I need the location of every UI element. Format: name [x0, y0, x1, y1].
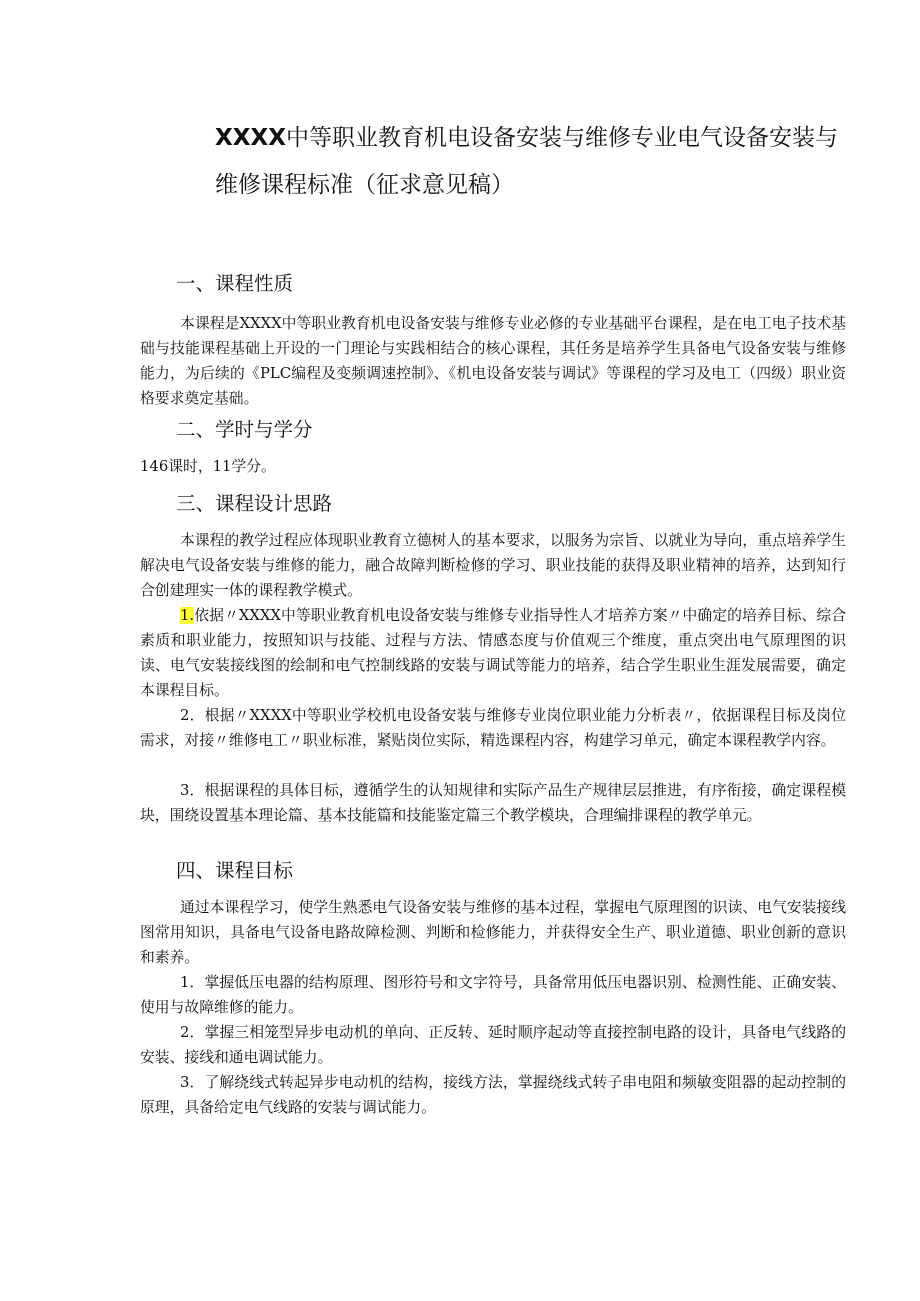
- goals-intro: 通过本课程学习，使学生熟悉电气设备安装与维修的基本过程，掌握电气原理图的识读、电气安装接线图常用知识，具备电气设备电路故障检测、判断和检修能力，并获得安全生产、职业道德、职业创新的意识和素养。: [140, 899, 846, 966]
- design-item-2-text: 2．根据〃XXXX中等职业学校机电设备安装与维修专业岗位职业能力分析表〃，依据课程目标及岗位需求，对接〃维修电工〃职业标准，紧贴岗位实际，精选课程内容，构建学习单元，确定本课程教学内容。: [140, 707, 846, 749]
- hours-paragraph: 146课时，11学分。: [140, 458, 276, 475]
- design-item-3-text: 3．根据课程的具体目标，遵循学生的认知规律和实际产品生产规律层层推进，有序衔接，确定课程模块，围绕设置基本理论篇、基本技能篇和技能鉴定篇三个教学模块，合理编排课程的教学单元。: [140, 782, 846, 824]
- design-intro: 本课程的教学过程应体现职业教育立德树人的基本要求，以服务为宗旨、以就业为导向，重点培养学生解决电气设备安装与维修的能力，融合故障判断检修的学习、职业技能的获得及职业精神的培养，达到知行合创建理实一体的课程教学模式。: [140, 532, 846, 599]
- goals-intro-paragraph: [140, 895, 846, 970]
- section-heading-goals: 四、课程目标: [176, 859, 294, 882]
- design-intro-paragraph: [140, 528, 846, 603]
- document-title: [215, 115, 855, 209]
- title-rest: 中等职业教育机电设备安装与维修专业电气设备安装与维修课程标准（征求意见稿）: [215, 125, 838, 198]
- section-heading-nature: 一、课程性质: [176, 272, 294, 295]
- nature-body: 本课程是XXXX中等职业教育机电设备安装与维修专业必修的专业基础平台课程，是在电工电子技术基础与技能课程基础上开设的一门理论与实践相结合的核心课程，其任务是培养学生具备电气设备安装与维修能力，为后续的《PLC编程及变频调速控制》、《机电设备安装与调试》等课程的学习及电工（四级）职业资格要求奠定基础。: [140, 315, 846, 407]
- section-heading-hours: 二、学时与学分: [176, 418, 313, 441]
- design-item-2: [140, 703, 846, 753]
- goals-item-2: [140, 1020, 846, 1070]
- design-item-1-number: 1.: [180, 607, 195, 624]
- section-heading-design: 三、课程设计思路: [176, 492, 333, 515]
- goals-item-1: [140, 970, 846, 1020]
- goals-item-3-text: 3．了解绕线式转起异步电动机的结构，接线方法，掌握绕线式转子串电阻和频敏变阻器的起动控制的原理，具备给定电气线路的安装与调试能力。: [140, 1074, 846, 1116]
- nature-paragraph: [140, 311, 846, 411]
- goals-item-2-text: 2．掌握三相笼型异步电动机的单向、正反转、延时顺序起动等直接控制电路的设计，具备电气线路的安装、接线和通电调试能力。: [140, 1024, 846, 1066]
- design-item-1-text: 依据〃XXXX中等职业教育机电设备安装与维修专业指导性人才培养方案〃中确定的培养目标、综合素质和职业能力，按照知识与技能、过程与方法、情感态度与价值观三个维度，重点突出电气原理图的识读、电气安装接线图的绘制和电气控制线路的安装与调试等能力的培养，结合学生职业生涯发展需要，确定本课程目标。: [140, 607, 846, 699]
- goals-item-1-text: 1．掌握低压电器的结构原理、图形符号和文字符号，具备常用低压电器识别、检测性能、正确安装、使用与故障维修的能力。: [140, 974, 846, 1016]
- goals-item-3: [140, 1070, 846, 1120]
- design-item-3: [140, 778, 846, 828]
- title-lead: XXXX: [215, 125, 286, 151]
- design-item-1: [140, 603, 846, 703]
